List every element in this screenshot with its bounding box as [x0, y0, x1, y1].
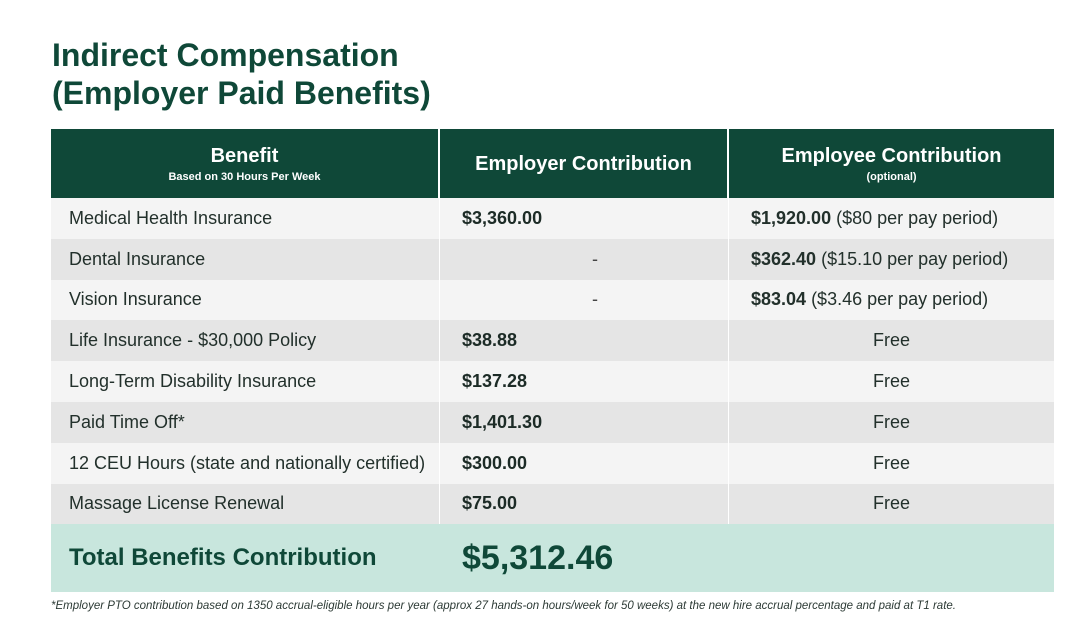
table-row: [51, 361, 1054, 402]
employee-cell: [729, 239, 1054, 280]
employee-amount: $1,920.00: [751, 207, 832, 228]
employee-note: ($80 per pay period): [836, 207, 999, 228]
employer-cell: $137.28: [440, 361, 729, 402]
total-label: Total Benefits Contribution: [69, 544, 377, 572]
total-value: $5,312.46: [462, 538, 614, 577]
employee-cell: Free: [872, 493, 910, 514]
page-title: [52, 36, 431, 112]
employee-cell: [729, 198, 1054, 239]
page-title-line-2: (Employer Paid Benefits): [52, 75, 431, 111]
employer-cell: $75.00: [440, 484, 729, 525]
employee-cell: Free: [872, 330, 910, 351]
header-benefit-label: Benefit: [210, 144, 279, 167]
benefit-cell: Long-Term Disability Insurance: [51, 361, 440, 402]
employee-amount: $362.40: [751, 248, 817, 269]
employee-amount: $83.04: [751, 289, 807, 310]
header-benefit: [51, 129, 440, 198]
header-employee-label: Employee Contribution: [781, 144, 1002, 167]
header-benefit-sublabel: Based on 30 Hours Per Week: [168, 170, 321, 183]
benefit-cell: Medical Health Insurance: [51, 198, 440, 239]
table-row: [51, 484, 1054, 525]
table-row: [51, 280, 1054, 321]
employee-note: ($15.10 per pay period): [821, 248, 1009, 269]
table-row: [51, 320, 1054, 361]
table-row: [51, 239, 1054, 280]
total-row: [51, 524, 1054, 592]
table-row: [51, 198, 1054, 239]
employee-cell: [729, 280, 1054, 321]
table-body: [51, 198, 1054, 524]
header-employee: [729, 129, 1054, 198]
employer-cell: $300.00: [440, 443, 729, 484]
benefit-cell: Life Insurance - $30,000 Policy: [51, 320, 440, 361]
table-header: [51, 129, 1054, 198]
benefit-cell: Massage License Renewal: [51, 484, 440, 525]
benefit-cell: Vision Insurance: [51, 280, 440, 321]
employer-cell: $1,401.30: [440, 402, 729, 443]
employer-cell: $38.88: [440, 320, 729, 361]
employee-cell: Free: [872, 452, 910, 473]
footnote: *Employer PTO contribution based on 1350 accrual-eligible hours per year (approx 27 hands-on hours/week for 50 weeks) at the new hire accrual percentage and paid at T1 rate.: [51, 600, 956, 612]
table-row: [51, 402, 1054, 443]
benefit-cell: Dental Insurance: [51, 239, 440, 280]
employer-cell: -: [440, 239, 729, 280]
header-employee-sublabel: (optional): [866, 170, 917, 183]
employer-cell: $3,360.00: [440, 198, 729, 239]
header-employer-label: Employer Contribution: [475, 152, 692, 175]
page-title-line-1: Indirect Compensation: [52, 37, 399, 73]
benefit-cell: Paid Time Off*: [51, 402, 440, 443]
employee-note: ($3.46 per pay period): [811, 289, 989, 310]
employer-cell: -: [440, 280, 729, 321]
employee-cell: Free: [872, 371, 910, 392]
benefit-cell: 12 CEU Hours (state and nationally certified): [51, 443, 440, 484]
benefits-table: [51, 129, 1054, 592]
table-row: [51, 443, 1054, 484]
employee-cell: Free: [872, 411, 910, 432]
header-employer: [440, 129, 729, 198]
